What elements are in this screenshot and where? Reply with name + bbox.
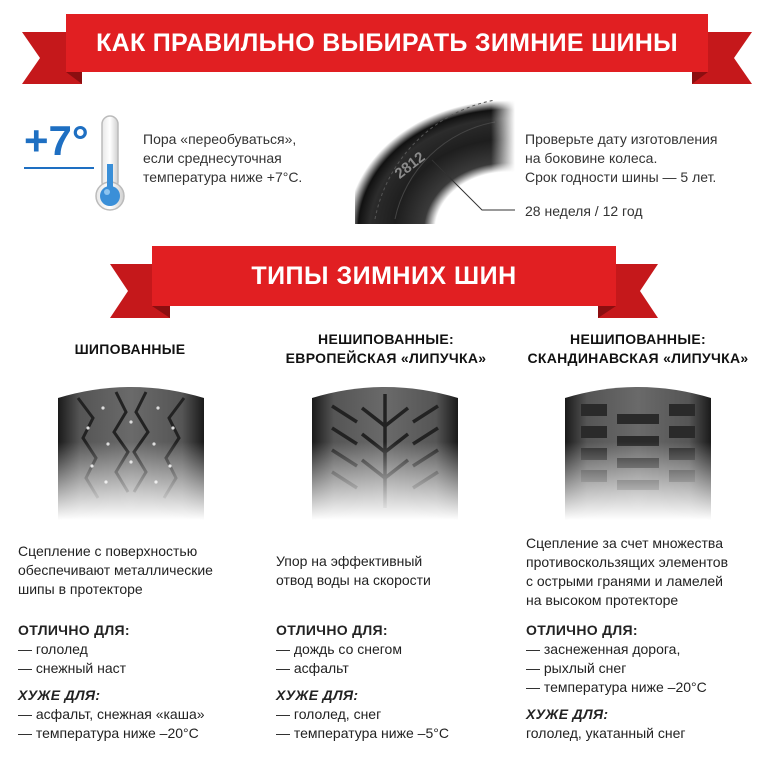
column-3-text: Сцепление за счет множества противоскользящих элементов с острыми гранями и ламелей на высоком протекторе ОТЛИЧНО ДЛЯ: — заснеженная дорога, — рыхлый снег — температура ниже –20°С ХУЖЕ ДЛЯ: гололед, укатанный снег	[526, 534, 766, 743]
column-3-good-title: ОТЛИЧНО ДЛЯ:	[526, 622, 638, 638]
column-1-text: Сцепление с поверхностью обеспечивают металлические шипы в протекторе ОТЛИЧНО ДЛЯ: — гололед — снежный наст ХУЖЕ ДЛЯ: — асфальт, снежная «каша» — температура ниже –20°С	[18, 542, 258, 743]
studded-tire-image	[48, 378, 214, 520]
column-3-heading: НЕШИПОВАННЫЕ: СКАНДИНАВСКАЯ «ЛИПУЧКА»	[527, 331, 749, 366]
column-3-bad-title: ХУЖЕ ДЛЯ:	[526, 706, 609, 722]
tire-date-text: Проверьте дату изготовления на боковине колеса. Срок годности шины — 5 лет.	[525, 131, 718, 185]
top-ribbon-title: КАК ПРАВИЛЬНО ВЫБИРАТЬ ЗИМНИЕ ШИНЫ	[96, 28, 678, 57]
tire-date-caption: 28 неделя / 12 год	[525, 203, 643, 219]
tire-date-pointer	[420, 150, 520, 220]
column-1-heading: ШИПОВАННЫЕ	[74, 341, 186, 357]
column-2-good-title: ОТЛИЧНО ДЛЯ:	[276, 622, 388, 638]
european-tire-image	[302, 378, 468, 520]
scandinavian-tire-image	[555, 378, 721, 520]
thermometer-icon	[93, 114, 127, 214]
temperature-value: +7°	[24, 117, 89, 164]
column-1-good-title: ОТЛИЧНО ДЛЯ:	[18, 622, 130, 638]
sidewall-code: 2812	[391, 148, 429, 183]
column-2-heading: НЕШИПОВАННЫЕ: ЕВРОПЕЙСКАЯ «ЛИПУЧКА»	[285, 331, 487, 366]
temperature-text: Пора «переобуваться», если среднесуточная температура ниже +7°С.	[143, 131, 303, 185]
column-2-text: Упор на эффективный отвод воды на скорости ОТЛИЧНО ДЛЯ: — дождь со снегом — асфальт ХУЖЕ ДЛЯ: — гололед, снег — температура ниже –5°С	[276, 552, 506, 743]
column-1-bad-title: ХУЖЕ ДЛЯ:	[18, 687, 101, 703]
types-ribbon-title: ТИПЫ ЗИМНИХ ШИН	[251, 261, 517, 290]
temperature-underline	[24, 167, 94, 169]
column-2-bad-title: ХУЖЕ ДЛЯ:	[276, 687, 359, 703]
